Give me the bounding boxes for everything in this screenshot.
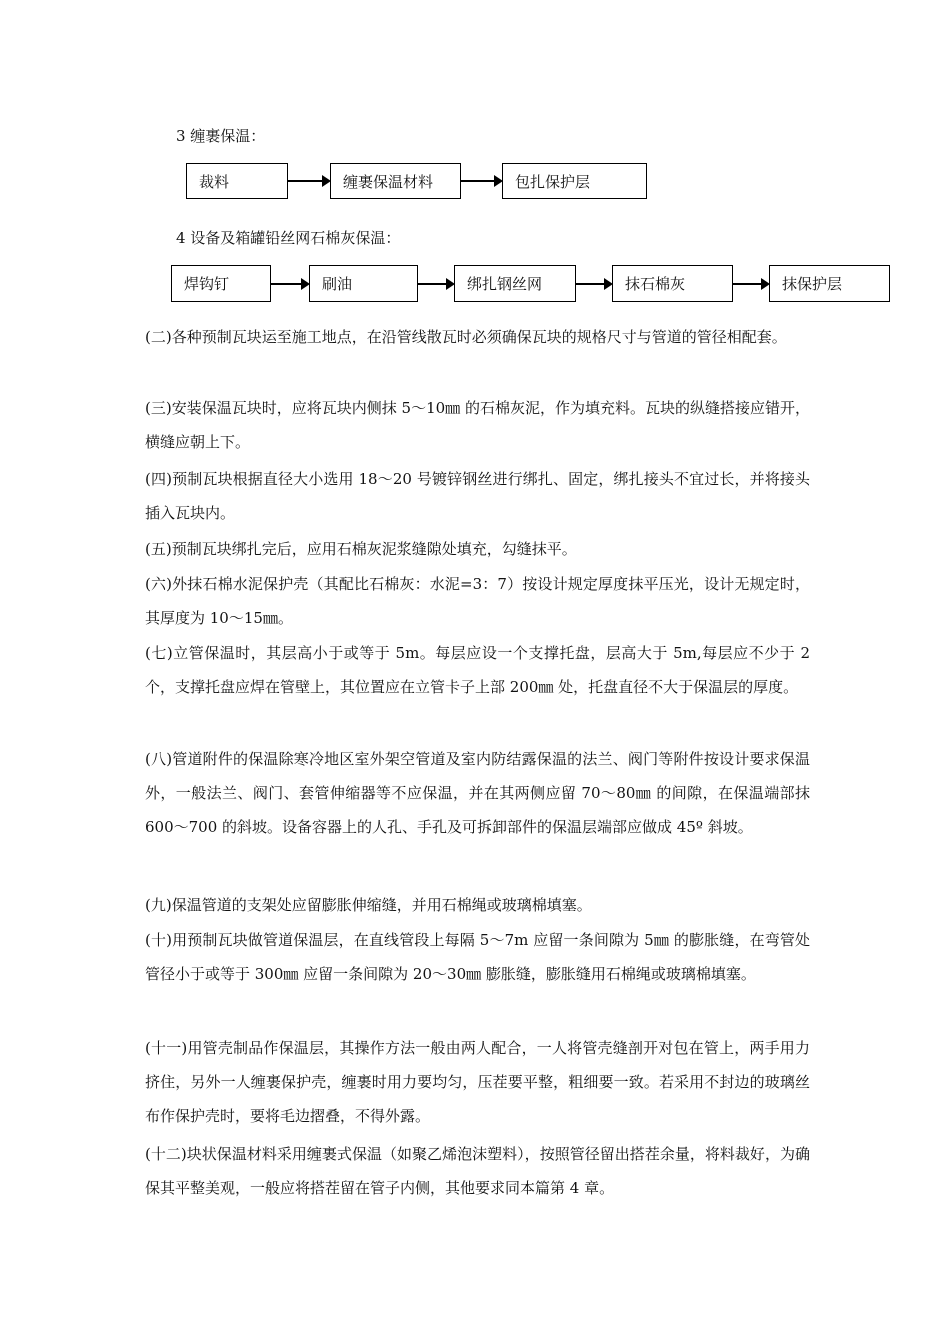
flow3-step-3: 包扎保护层 (502, 163, 647, 199)
paragraph-5: (五)预制瓦块绑扎完后，应用石棉灰泥浆缝隙处填充，勾缝抹平。 (145, 540, 577, 558)
paragraph-12: (十二)块状保温材料采用缠裹式保温（如聚乙烯泡沫塑料），按照管径留出搭茬余量，将料裁好，为确保其平整美观，一般应将搭茬留在管子内侧，其他要求同本篇第 4 章。 (145, 1145, 810, 1197)
paragraph-11: (十一)用管壳制品作保温层，其操作方法一般由两人配合，一人将管壳缝剖开对包在管上，两手用力挤住，另外一人缠裹保护壳，缠裹时用力要均匀，压茬要平整，粗细要一致。若采用不封边的玻璃丝布作保护壳时，要将毛边摺叠，不得外露。 (145, 1039, 810, 1125)
flow3-arrow-2 (461, 180, 501, 182)
flow4-step-1: 焊钩钉 (171, 265, 271, 302)
paragraph-8: (八)管道附件的保温除寒冷地区室外架空管道及室内防结露保温的法兰、阀门等附件按设计要求保温外，一般法兰、阀门、套管伸缩器等不应保温，并在其两侧应留 70～80㎜ 的间隙，在保温端部抹 600～700 的斜坡。设备容器上的人孔、手孔及可拆卸部件的保温层端部应做成 45º 斜坡。 (145, 750, 810, 836)
section3-heading: 3 缠裹保温： (176, 127, 266, 145)
flow4-step-4: 抹石棉灰 (612, 265, 733, 302)
flow3-step-2: 缠裹保温材料 (330, 163, 461, 199)
paragraph-7: (七)立管保温时，其层高小于或等于 5m。每层应设一个支撑托盘，层高大于 5m,每层应不少于 2 个，支撑托盘应焊在管壁上，其位置应在立管卡子上部 200㎜ 处，托盘直径不大于保温层的厚度。 (145, 644, 810, 696)
flow3-arrow-1 (288, 180, 329, 182)
flow4-step-2: 刷油 (309, 265, 418, 302)
paragraph-10: (十)用预制瓦块做管道保温层，在直线管段上每隔 5～7m 应留一条间隙为 5㎜ 的膨胀缝，在弯管处管径小于或等于 300㎜ 应留一条间隙为 20～30㎜ 膨胀缝，膨胀缝用石棉绳或玻璃棉填塞。 (145, 931, 810, 983)
paragraph-2: (二)各种预制瓦块运至施工地点，在沿管线散瓦时必须确保瓦块的规格尺寸与管道的管径相配套。 (145, 328, 787, 346)
flow4-step-3: 绑扎钢丝网 (454, 265, 576, 302)
flow4-arrow-3 (576, 283, 611, 285)
flow4-arrow-4 (733, 283, 768, 285)
paragraph-3: (三)安装保温瓦块时，应将瓦块内侧抹 5～10㎜ 的石棉灰泥，作为填充料。瓦块的纵缝搭接应错开，横缝应朝上下。 (145, 399, 810, 451)
paragraph-6: (六)外抹石棉水泥保护壳（其配比石棉灰：水泥=3：7）按设计规定厚度抹平压光，设计无规定时，其厚度为 10～15㎜。 (145, 575, 810, 627)
paragraph-4: (四)预制瓦块根据直径大小选用 18～20 号镀锌钢丝进行绑扎、固定，绑扎接头不宜过长，并将接头插入瓦块内。 (145, 470, 810, 522)
flow4-step-5: 抹保护层 (769, 265, 890, 302)
flow3-step-1: 裁料 (186, 163, 288, 199)
paragraph-9: (九)保温管道的支架处应留膨胀伸缩缝，并用石棉绳或玻璃棉填塞。 (145, 896, 592, 914)
section4-heading: 4 设备及箱罐铅丝网石棉灰保温： (176, 229, 401, 247)
flow4-arrow-2 (418, 283, 453, 285)
flow4-arrow-1 (271, 283, 308, 285)
